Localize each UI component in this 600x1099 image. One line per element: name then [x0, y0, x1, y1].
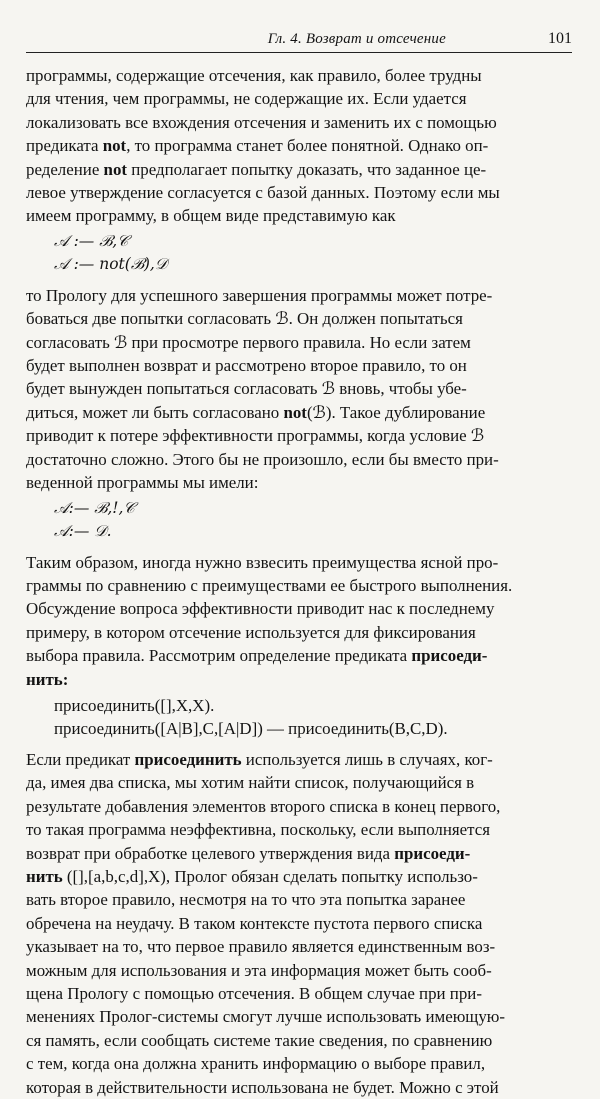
- text-span: предиката: [26, 136, 103, 156]
- page-header: [26, 28, 572, 53]
- text-line: можным для использования и эта информация может быть сооб-: [26, 960, 492, 980]
- keyword-not: not: [102, 136, 127, 156]
- text-span: используется лишь в случаях, ког-: [241, 749, 493, 769]
- text-line: [26, 668, 572, 691]
- rule-line: 𝒜 :— ℬ,𝒞: [54, 231, 129, 250]
- text-line: Таким образом, иногда нужно взвесить преимущества ясной про-: [26, 552, 499, 572]
- text-line: граммы по сравнению с преимуществами ее быстрого выполнения.: [26, 575, 513, 595]
- text-line: Обсуждение вопроса эффективности приводит нас к последнему: [26, 599, 495, 619]
- text-span: возврат при обработке целевого утверждения вида: [26, 843, 395, 863]
- text-span: предполагает попытку доказать, что заданное це-: [127, 159, 487, 179]
- text-line: боваться две попытки согласовать ℬ. Он должен попытаться: [26, 309, 463, 329]
- text-line: будет выполнен возврат и рассмотрено второе правило, то он: [26, 356, 467, 376]
- keyword-prisoedinit: нить:: [26, 669, 69, 689]
- code-line: присоединить([],X,X).: [54, 695, 215, 715]
- text-line: вать второе правило, несмотря на то что эта попытка заранее: [26, 890, 466, 910]
- text-line: да, имея два списка, мы хотим найти список, получающийся в: [26, 773, 475, 793]
- text-line: менениях Пролог-системы смогут лучше использовать имеющую-: [26, 1007, 506, 1027]
- rule-line: 𝒜 :— not(ℬ),𝒟: [54, 254, 168, 273]
- text-line: [26, 134, 572, 157]
- text-line: [26, 748, 572, 771]
- paragraph-2: [26, 284, 572, 495]
- keyword-not: not: [283, 402, 307, 422]
- text-span: ([],[a,b,c,d],X), Пролог обязан сделать попытку использо-: [62, 866, 478, 886]
- rule-line: 𝒜:— ℬ,!,𝒞: [54, 498, 135, 517]
- text-line: приводит к потере эффективности программы, когда условие ℬ: [26, 426, 485, 446]
- rule-block-2: [26, 497, 572, 543]
- keyword-not: not: [103, 159, 128, 179]
- body-text: [26, 64, 572, 1099]
- text-line: то Прологу для успешного завершения программы может потре-: [26, 285, 493, 305]
- text-line: достаточно сложно. Этого бы не произошло, если бы вместо при-: [26, 449, 499, 469]
- paragraph-4: [26, 748, 572, 1099]
- text-line: для чтения, чем программы, не содержащие их. Если удается: [26, 89, 467, 109]
- text-line: локализовать все вхождения отсечения и заменить их с помощью: [26, 112, 497, 132]
- text-line: щена Прологу с помощью отсечения. В общем случае при при-: [26, 984, 482, 1003]
- text-span: выбора правила. Рассмотрим определение предиката: [26, 646, 412, 666]
- keyword-prisoedinit: присоеди-: [411, 646, 488, 666]
- text-line: [26, 158, 572, 181]
- rule-block-1: [26, 230, 572, 276]
- text-line: программы, содержащие отсечения, как правило, более трудны: [26, 66, 482, 85]
- text-line: примеру, в котором отсечение используется для фиксирования: [26, 622, 476, 642]
- text-line: которая в действительности использована не будет. Можно с этой: [26, 1077, 499, 1097]
- text-span: диться, может ли быть согласовано: [26, 402, 284, 422]
- text-line: обречена на неудачу. В таком контексте пустота первого списка: [26, 913, 483, 933]
- text-line: то такая программа неэффективна, поскольку, если выполняется: [26, 820, 491, 840]
- text-span: (ℬ). Такое дублирование: [306, 402, 486, 422]
- text-line: имеем программу, в общем виде представимую как: [26, 206, 396, 226]
- keyword-prisoedinit: присоеди-: [394, 843, 471, 863]
- text-line: согласовать ℬ при просмотре первого правила. Но если затем: [26, 332, 471, 352]
- text-line: с тем, когда она должна хранить информацию о выборе правил,: [26, 1054, 486, 1074]
- rule-line: 𝒜:— 𝒟.: [54, 521, 112, 540]
- text-line: левое утверждение согласуется с базой данных. Поэтому если мы: [26, 183, 500, 203]
- code-block: [26, 694, 572, 740]
- text-line: будет вынужден попытаться согласовать ℬ вновь, чтобы убе-: [26, 379, 467, 399]
- text-line: веденной программы мы имели:: [26, 473, 259, 493]
- text-line: указывает на то, что первое правило является единственным воз-: [26, 937, 496, 957]
- text-span: Если предикат: [26, 749, 135, 769]
- text-line: [26, 865, 572, 888]
- paragraph-1: [26, 64, 572, 228]
- paragraph-3: [26, 551, 572, 691]
- text-line: [26, 842, 572, 865]
- text-span: ределение: [26, 159, 104, 179]
- text-span: , то программа станет более понятной. Однако оп-: [126, 136, 489, 156]
- page-number: 101: [548, 30, 572, 47]
- text-line: результате добавления элементов второго списка в конец первого,: [26, 796, 501, 816]
- keyword-prisoedinit: присоединить: [134, 749, 242, 769]
- code-line: присоединить([A|B],C,[A|D]) — присоединить(B,C,D).: [54, 718, 448, 738]
- text-line: ся память, если сообщать системе такие сведения, по сравнению: [26, 1030, 493, 1050]
- text-line: [26, 644, 572, 667]
- running-title: Гл. 4. Возврат и отсечение: [267, 31, 446, 47]
- keyword-prisoedinit: нить: [26, 866, 63, 886]
- text-line: [26, 401, 572, 424]
